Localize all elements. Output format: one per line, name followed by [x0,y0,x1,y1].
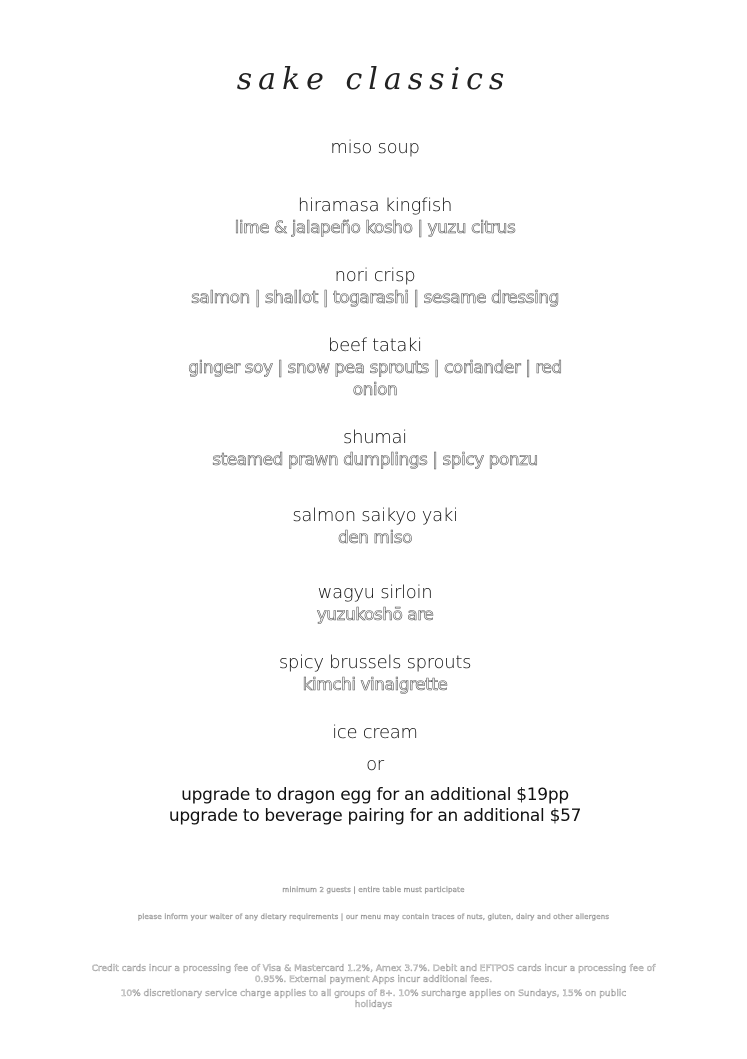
course-name: ice cream [332,722,418,743]
course-description: lime & jalapeño kosho | yuzu citrus [234,218,516,238]
course-name: beef tataki [328,335,422,356]
course-description: den miso [338,528,412,548]
course-description: yuzukoshō are [316,605,434,625]
course-description: ginger soy | snow pea sprouts | coriander | red onion [188,358,562,400]
payment-fee-note: Credit cards incur a processing fee of Visa & Mastercard 1.2%, Amex 3.7%. Debit and EFTPOS cards incur a processing fee of 0.95%. External payment Apps incur additional fees. [91,964,656,985]
course-item [175,335,575,401]
group-note: minimum 2 guests | entire table must participate [282,886,465,894]
course-name: miso soup [330,137,420,158]
course-name: spicy brussels sprouts [278,652,472,673]
course-item [150,652,600,696]
course-item [150,722,600,744]
course-name: nori crisp [334,265,416,286]
service-charge-note: 10% discretionary service charge applies to all groups of 8+. 10% surcharge applies on Sundays, 15% on public holidays [120,989,627,1010]
menu-title: sake classics [236,62,511,97]
upgrade-dragon-egg: upgrade to dragon egg for an additional $19pp [181,785,569,805]
course-item [150,195,600,239]
dietary-note: please inform your waiter of any dietary requirements | our menu may contain traces of nuts, gluten, dairy and other allergens [137,913,610,921]
course-description: kimchi vinaigrette [302,675,448,695]
upgrade-beverage-pairing: upgrade to beverage pairing for an additional $57 [168,806,582,826]
upgrade-options [160,785,590,827]
course-item [150,505,600,549]
course-description: salmon | shallot | togarashi | sesame dressing [191,288,559,308]
course-name: salmon saikyo yaki [292,505,458,526]
course-item [150,265,600,309]
course-name: wagyu sirloin [317,582,433,603]
course-item [150,582,600,626]
course-description: steamed prawn dumplings | spicy ponzu [212,450,538,470]
course-name: hiramasa kingfish [297,195,453,216]
course-name: shumai [343,427,407,448]
course-item [150,137,600,159]
or-divider: or [366,754,384,775]
course-item [150,427,600,471]
